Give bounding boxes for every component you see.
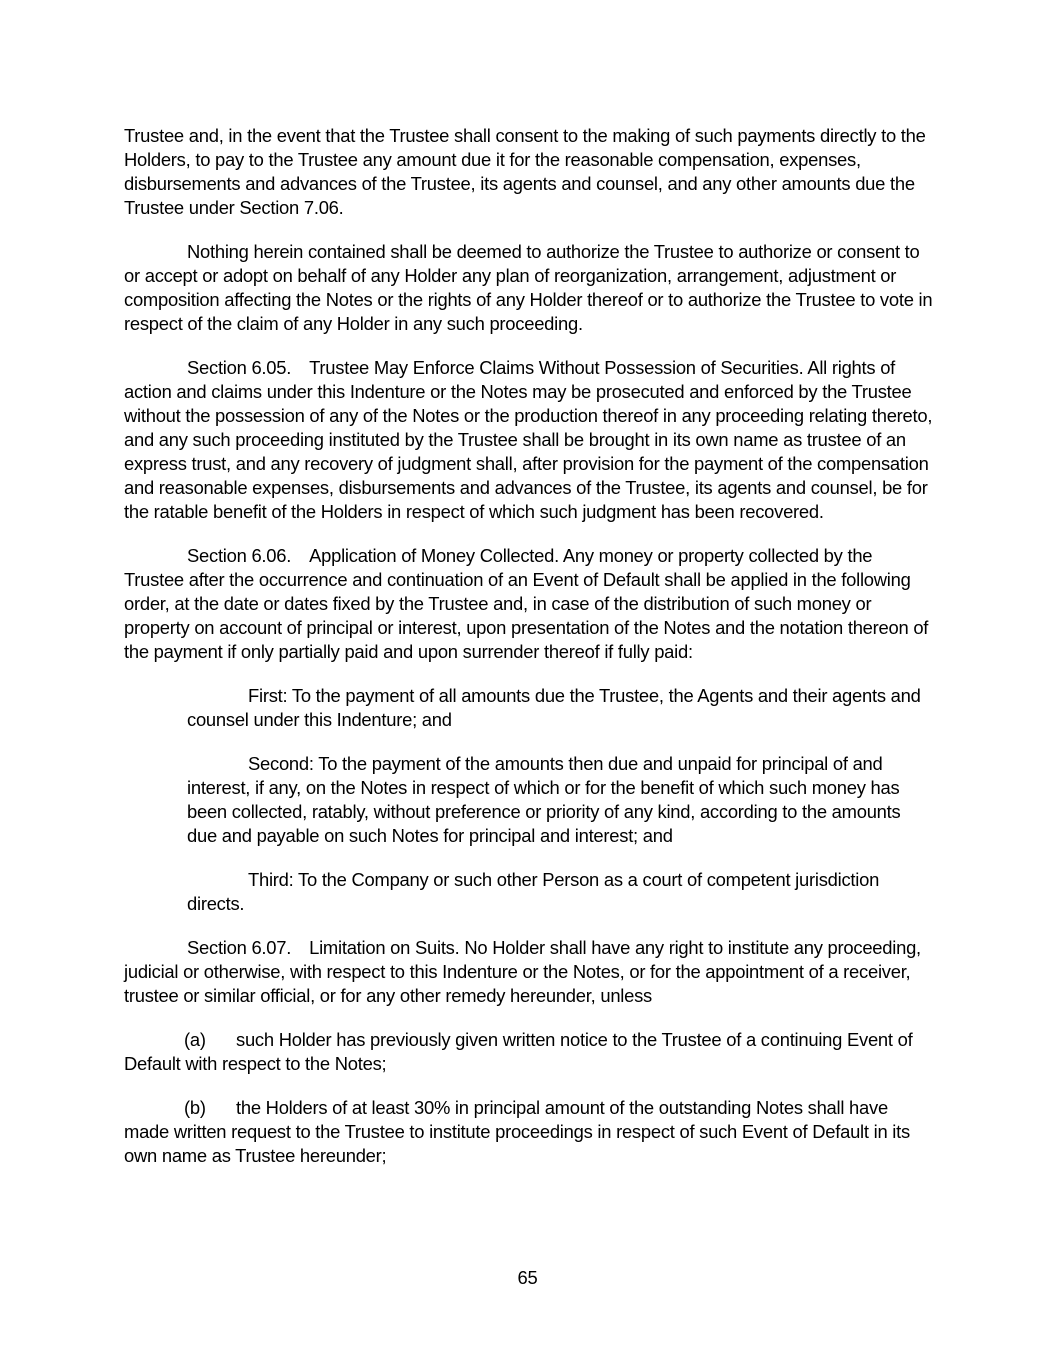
section-number: Section 6.05. [187,357,292,378]
section-text: No Holder shall have any right to institute any proceeding, judicial or otherwise, with respect to this Indenture or the Notes, or for the appointment of a receiver, trustee or similar official, or for any other remedy hereunder, unless [124,937,921,1006]
clause-label: (b) [184,1097,206,1118]
clause-label: (a) [184,1029,206,1050]
section-heading: Trustee May Enforce Claims Without Possession of Securities. [309,357,804,378]
section-number: Section 6.07. [187,937,292,958]
section-number: Section 6.06. [187,545,292,566]
page-number: 65 [517,1267,538,1288]
clause-b [124,1096,934,1168]
section-text: Any money or property collected by the Trustee after the occurrence and continuation of an Event of Default shall be applied in the following order, at the date or dates fixed by the Trustee and, in case of the distribution of such money or property on account of principal or interest, upon presentation of the Notes and the notation thereon of the payment if only partially paid and upon surrender thereof if fully paid: [124,545,929,662]
section-6-06 [124,544,934,664]
paragraph-trustee-payments: Trustee and, in the event that the Trustee shall consent to the making of such payments directly to the Holders, to pay to the Trustee any amount due it for the reasonable compensation, expenses, disbursements and advances of the Trustee, its agents and counsel, and any other amounts due the Trustee under Section 7.06. [124,125,926,218]
section-6-07 [124,936,934,1008]
priority-second: Second: To the payment of the amounts then due and unpaid for principal of and interest, if any, on the Notes in respect of which or for the benefit of which such money has been collected, ratably, without preference or priority of any kind, according to the amounts due and payable on such Notes for principal and interest; and [187,753,901,846]
paragraph-no-authorization: Nothing herein contained shall be deemed to authorize the Trustee to authorize or consent to or accept or adopt on behalf of any Holder any plan of reorganization, arrangement, adjustment or composition affecting the Notes or the rights of any Holder thereof or to authorize the Trustee to vote in respect of the claim of any Holder in any such proceeding. [124,241,933,334]
clause-text: the Holders of at least 30% in principal amount of the outstanding Notes shall have made written request to the Trustee to institute proceedings in respect of such Event of Default in its own name as Trustee hereunder; [124,1097,910,1166]
priority-first: First: To the payment of all amounts due the Trustee, the Agents and their agents and counsel under this Indenture; and [187,685,921,730]
document-body [124,124,934,1188]
section-heading: Limitation on Suits. [309,937,460,958]
clause-text: such Holder has previously given written notice to the Trustee of a continuing Event of Default with respect to the Notes; [124,1029,913,1074]
section-heading: Application of Money Collected. [309,545,559,566]
section-text: All rights of action and claims under this Indenture or the Notes may be prosecuted and enforced by the Trustee without the possession of any of the Notes or the production thereof in any proceeding relating thereto, and any such proceeding instituted by the Trustee shall be brought in its own name as trustee of an express trust, and any recovery of judgment shall, after provision for the payment of the compensation and reasonable expenses, disbursements and advances of the Trustee, its agents and counsel, be for the ratable benefit of the Holders in respect of which such judgment has been recovered. [124,357,933,522]
section-6-05 [124,356,934,524]
clause-a [124,1028,934,1076]
priority-third: Third: To the Company or such other Person as a court of competent jurisdiction directs. [187,869,880,914]
